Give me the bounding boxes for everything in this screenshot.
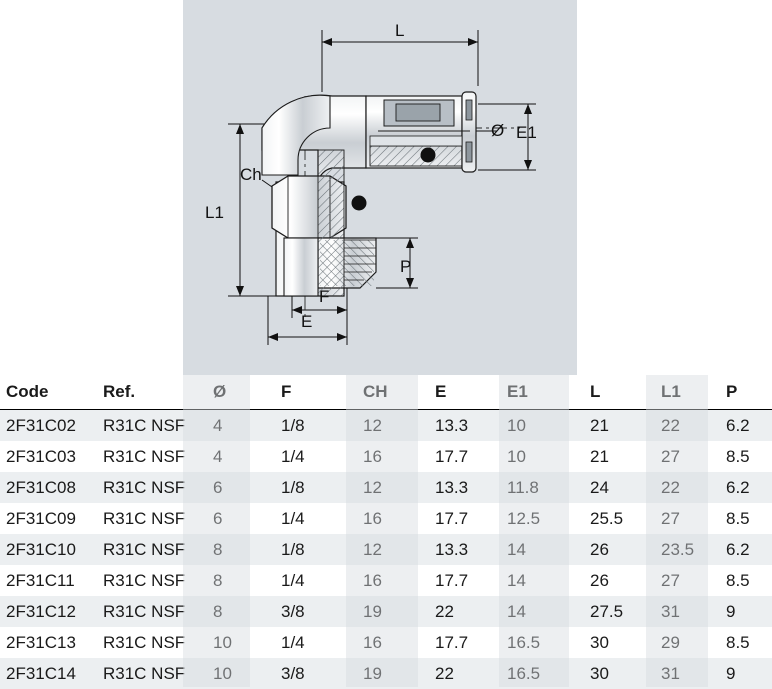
cell-l1: 27	[655, 441, 720, 472]
cell-code: 2F31C14	[0, 658, 97, 689]
cell-p: 6.2	[720, 410, 772, 442]
cell-ch: 16	[357, 627, 429, 658]
cell-e1: 10	[501, 410, 584, 442]
header-p: P	[720, 375, 772, 410]
cell-diameter: 6	[207, 472, 275, 503]
cell-l: 27.5	[584, 596, 655, 627]
cell-ch: 19	[357, 658, 429, 689]
cell-ref: R31C NSF	[97, 410, 207, 442]
cell-p: 6.2	[720, 472, 772, 503]
dimension-label-diameter: Ø	[491, 121, 504, 140]
cell-e1: 11.8	[501, 472, 584, 503]
cell-l1: 29	[655, 627, 720, 658]
cell-l: 30	[584, 627, 655, 658]
cell-l1: 23.5	[655, 534, 720, 565]
cell-f: 1/4	[275, 565, 357, 596]
dimension-label-P: P	[400, 257, 411, 276]
cell-f: 1/8	[275, 534, 357, 565]
cell-code: 2F31C10	[0, 534, 97, 565]
table-row	[0, 627, 772, 658]
cell-code: 2F31C11	[0, 565, 97, 596]
header-e: E	[429, 375, 501, 410]
cell-p: 8.5	[720, 441, 772, 472]
cell-l1: 31	[655, 596, 720, 627]
cell-p: 8.5	[720, 627, 772, 658]
cell-l: 21	[584, 410, 655, 442]
cell-p: 8.5	[720, 503, 772, 534]
cell-l: 24	[584, 472, 655, 503]
cell-l: 30	[584, 658, 655, 689]
cell-code: 2F31C09	[0, 503, 97, 534]
cell-e1: 10	[501, 441, 584, 472]
cell-code: 2F31C13	[0, 627, 97, 658]
dimension-label-L: L	[395, 21, 404, 40]
dimension-label-CH: Ch	[240, 165, 262, 184]
cell-ref: R31C NSF	[97, 627, 207, 658]
cell-ref: R31C NSF	[97, 565, 207, 596]
header-code: Code	[0, 375, 97, 410]
cell-ch: 12	[357, 410, 429, 442]
cell-diameter: 10	[207, 658, 275, 689]
table-row	[0, 658, 772, 689]
cell-ch: 12	[357, 472, 429, 503]
table-body	[0, 410, 772, 689]
cell-l1: 22	[655, 472, 720, 503]
cell-ch: 16	[357, 503, 429, 534]
cell-e1: 14	[501, 534, 584, 565]
cell-p: 9	[720, 596, 772, 627]
dimension-label-E1: E1	[516, 123, 537, 142]
cell-ch: 12	[357, 534, 429, 565]
table-row	[0, 503, 772, 534]
cell-p: 6.2	[720, 534, 772, 565]
cell-code: 2F31C02	[0, 410, 97, 442]
cell-l: 26	[584, 534, 655, 565]
cell-l: 26	[584, 565, 655, 596]
cell-ch: 16	[357, 441, 429, 472]
cell-code: 2F31C12	[0, 596, 97, 627]
cell-e: 22	[429, 658, 501, 689]
cell-e1: 14	[501, 565, 584, 596]
cell-l1: 22	[655, 410, 720, 442]
cell-ch: 16	[357, 565, 429, 596]
header-l1: L1	[655, 375, 720, 410]
cell-diameter: 4	[207, 410, 275, 442]
dimension-label-E: E	[301, 312, 312, 331]
cell-f: 1/4	[275, 627, 357, 658]
header-l: L	[584, 375, 655, 410]
cell-ref: R31C NSF	[97, 658, 207, 689]
cell-ch: 19	[357, 596, 429, 627]
cell-e1: 16.5	[501, 658, 584, 689]
cell-e1: 16.5	[501, 627, 584, 658]
cell-ref: R31C NSF	[97, 534, 207, 565]
cell-ref: R31C NSF	[97, 441, 207, 472]
cell-f: 1/8	[275, 472, 357, 503]
cell-ref: R31C NSF	[97, 472, 207, 503]
cell-e1: 12.5	[501, 503, 584, 534]
table-row	[0, 534, 772, 565]
cell-l1: 27	[655, 565, 720, 596]
table-row	[0, 410, 772, 442]
specification-table-wrapper	[0, 375, 772, 687]
cell-diameter: 8	[207, 565, 275, 596]
header-diameter: Ø	[207, 375, 275, 410]
cell-e: 13.3	[429, 472, 501, 503]
cell-diameter: 6	[207, 503, 275, 534]
cell-p: 9	[720, 658, 772, 689]
cell-f: 1/4	[275, 503, 357, 534]
cell-diameter: 4	[207, 441, 275, 472]
dimension-label-F: F	[319, 287, 329, 306]
table-row	[0, 472, 772, 503]
cell-diameter: 10	[207, 627, 275, 658]
cell-e: 22	[429, 596, 501, 627]
table-header-row	[0, 375, 772, 410]
cell-p: 8.5	[720, 565, 772, 596]
cell-f: 1/4	[275, 441, 357, 472]
header-f: F	[275, 375, 357, 410]
table-row	[0, 441, 772, 472]
table-row	[0, 596, 772, 627]
cell-l: 25.5	[584, 503, 655, 534]
cell-code: 2F31C08	[0, 472, 97, 503]
dimension-label-L1: L1	[205, 203, 224, 222]
cell-ref: R31C NSF	[97, 503, 207, 534]
table-row	[0, 565, 772, 596]
cell-l: 21	[584, 441, 655, 472]
cell-e1: 14	[501, 596, 584, 627]
cell-diameter: 8	[207, 596, 275, 627]
cell-f: 3/8	[275, 596, 357, 627]
cell-e: 13.3	[429, 410, 501, 442]
cell-e: 17.7	[429, 441, 501, 472]
cell-ref: R31C NSF	[97, 596, 207, 627]
cell-e: 17.7	[429, 503, 501, 534]
cell-l1: 27	[655, 503, 720, 534]
header-e1: E1	[501, 375, 584, 410]
cell-diameter: 8	[207, 534, 275, 565]
specification-table	[0, 375, 772, 689]
cell-code: 2F31C03	[0, 441, 97, 472]
header-ref: Ref.	[97, 375, 207, 410]
cell-e: 17.7	[429, 565, 501, 596]
cell-f: 1/8	[275, 410, 357, 442]
header-ch: CH	[357, 375, 429, 410]
cell-l1: 31	[655, 658, 720, 689]
cell-e: 13.3	[429, 534, 501, 565]
cell-e: 17.7	[429, 627, 501, 658]
cell-f: 3/8	[275, 658, 357, 689]
